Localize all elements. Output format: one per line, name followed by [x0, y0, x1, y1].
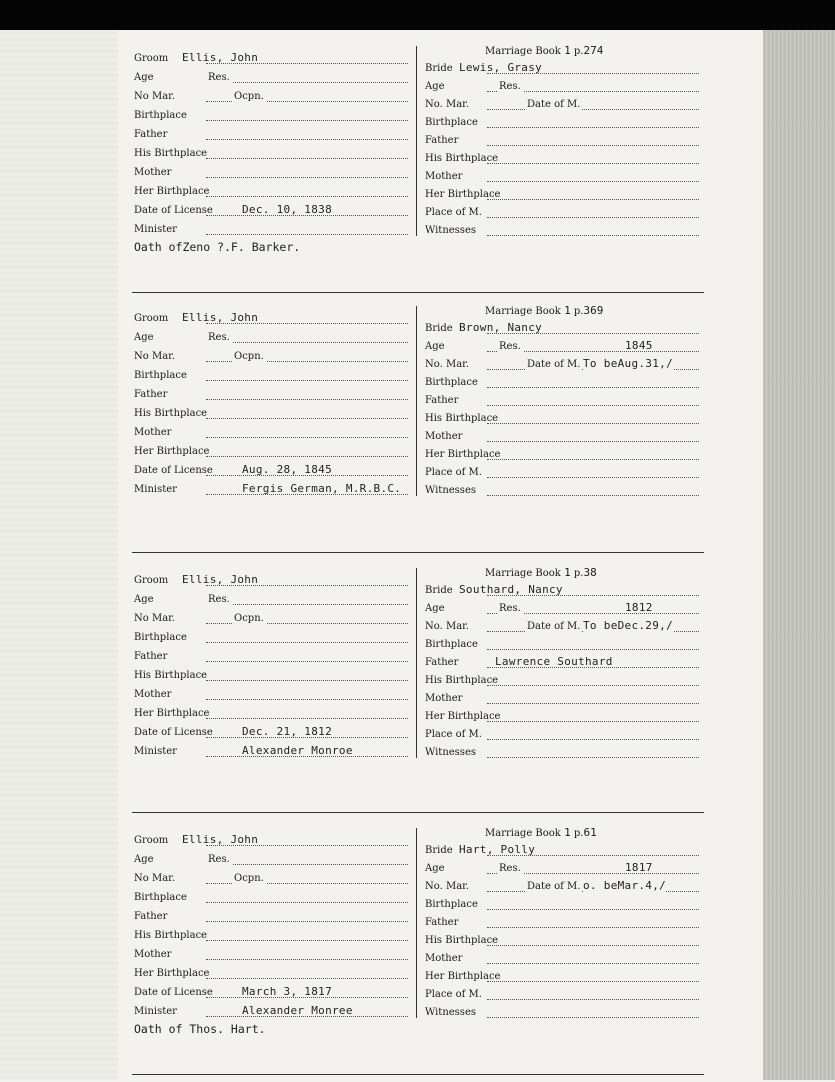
bride-field-label: His Birthplace — [425, 675, 499, 686]
groom-field-value: Dec. 21, 1812 — [242, 725, 332, 738]
groom-field-value: Fergis German, M.R.B.C. — [242, 482, 402, 495]
groom-field-value: Ellis, John — [182, 833, 259, 846]
scan-top-border — [0, 0, 835, 30]
marriage-book-ref — [485, 44, 603, 57]
page-number: 274 — [583, 44, 604, 57]
fill-line — [487, 181, 699, 182]
groom-field-label-secondary: Ocpn. — [234, 351, 264, 362]
page-label: p. — [573, 306, 584, 317]
bride-field-label: Mother — [425, 431, 463, 442]
fill-line — [487, 145, 699, 146]
groom-field-label: His Birthplace — [134, 670, 208, 681]
groom-field-value: Alexander Monroe — [242, 744, 353, 757]
bride-field-label: Mother — [425, 171, 463, 182]
bride-field-label: Birthplace — [425, 117, 478, 128]
page-number: 38 — [583, 566, 597, 579]
groom-field-value: March 3, 1817 — [242, 985, 332, 998]
groom-field-label: His Birthplace — [134, 930, 208, 941]
groom-field-label: Groom — [134, 835, 169, 846]
bride-field-label: Bride — [425, 323, 453, 334]
fill-line — [487, 441, 699, 442]
fill-line — [206, 940, 408, 941]
bride-res-label: Res. — [499, 863, 521, 874]
fill-line — [206, 158, 408, 159]
fill-line — [206, 418, 408, 419]
marriage-book-number: 1 — [564, 566, 571, 579]
fill-line — [487, 927, 699, 928]
bride-res-label: Res. — [499, 603, 521, 614]
oath-note: Oath of Thos. Hart. — [134, 1022, 266, 1036]
column-divider — [416, 568, 417, 758]
fill-line — [206, 978, 408, 979]
bride-field-label: No. Mar. — [425, 359, 470, 370]
bride-field-value: To beAug.31,/ — [583, 357, 673, 370]
bride-field-label: Father — [425, 135, 459, 146]
fill-line — [206, 120, 408, 121]
date-of-m-label: Date of M. — [527, 99, 581, 110]
page-label: p. — [573, 46, 584, 57]
bride-field-label: Birthplace — [425, 377, 478, 388]
bride-field-label: His Birthplace — [425, 413, 499, 424]
oath-note: Oath ofZeno ?.F. Barker. — [134, 240, 301, 254]
groom-field-label: Age — [134, 594, 154, 605]
groom-field-label: Date of License — [134, 205, 213, 216]
bride-field-label: Place of M. — [425, 207, 482, 218]
bride-field-value: Lawrence Southard — [495, 655, 613, 668]
bride-field-label: Birthplace — [425, 899, 478, 910]
groom-field-label: Age — [134, 332, 154, 343]
groom-field-label: Her Birthplace — [134, 708, 210, 719]
page-number: 369 — [583, 304, 604, 317]
bride-field-label: Age — [425, 81, 445, 92]
groom-field-label-secondary: Ocpn. — [234, 873, 264, 884]
groom-field-label: Birthplace — [134, 632, 187, 643]
bride-field-label: Age — [425, 863, 445, 874]
fill-line — [487, 477, 699, 478]
fill-line — [206, 718, 408, 719]
groom-field-label-secondary: Res. — [208, 594, 230, 605]
card-separator — [132, 812, 704, 813]
fill-line — [206, 437, 408, 438]
bride-field-label: No. Mar. — [425, 99, 470, 110]
fill-line — [206, 864, 408, 865]
fill-line — [487, 387, 699, 388]
bride-res-label: Res. — [499, 81, 521, 92]
groom-field-value: Alexander Monree — [242, 1004, 353, 1017]
groom-field-label: Minister — [134, 224, 177, 235]
date-of-m-label: Date of M. — [527, 359, 581, 370]
date-of-m-label: Date of M. — [527, 621, 581, 632]
marriage-book-label: Marriage Book — [485, 568, 561, 579]
groom-field-label: Her Birthplace — [134, 186, 210, 197]
bride-field-label: Age — [425, 603, 445, 614]
bride-res-label: Res. — [499, 341, 521, 352]
column-divider — [416, 306, 417, 496]
marriage-book-number: 1 — [564, 44, 571, 57]
groom-field-label: His Birthplace — [134, 408, 208, 419]
groom-field-label: Father — [134, 651, 168, 662]
fill-line — [206, 604, 408, 605]
marriage-record-card — [120, 822, 710, 1082]
bride-field-label: Birthplace — [425, 639, 478, 650]
bride-field-label: No. Mar. — [425, 881, 470, 892]
fill-line — [206, 177, 408, 178]
date-of-m-label: Date of M. — [527, 881, 581, 892]
groom-field-label: Minister — [134, 484, 177, 495]
column-divider — [416, 828, 417, 1018]
fill-line — [206, 139, 408, 140]
fill-line — [487, 963, 699, 964]
fill-line — [206, 234, 408, 235]
bride-field-label: Father — [425, 395, 459, 406]
fill-line — [206, 82, 408, 83]
fill-line — [206, 699, 408, 700]
bride-field-label: Witnesses — [425, 747, 476, 758]
fill-line — [487, 649, 699, 650]
bride-field-label: Her Birthplace — [425, 711, 501, 722]
bride-field-value: o. beMar.4,/ — [583, 879, 667, 892]
bride-field-label: Place of M. — [425, 467, 482, 478]
column-divider — [416, 46, 417, 236]
fill-line — [487, 495, 699, 496]
groom-field-label: Father — [134, 911, 168, 922]
groom-field-label-secondary: Res. — [208, 332, 230, 343]
fill-line — [487, 945, 699, 946]
groom-field-label: Groom — [134, 313, 169, 324]
marriage-book-label: Marriage Book — [485, 46, 561, 57]
bride-field-value: 1845 — [625, 339, 653, 352]
fill-line — [487, 757, 699, 758]
fill-line — [487, 235, 699, 236]
fill-line — [206, 921, 408, 922]
groom-field-label-secondary: Ocpn. — [234, 91, 264, 102]
fill-line — [487, 127, 699, 128]
bride-field-label: Witnesses — [425, 485, 476, 496]
bride-field-label: His Birthplace — [425, 935, 499, 946]
page-number: 61 — [583, 826, 597, 839]
bride-field-label: Bride — [425, 585, 453, 596]
bride-field-label: No. Mar. — [425, 621, 470, 632]
card-separator — [132, 552, 704, 553]
groom-field-label: Mother — [134, 949, 172, 960]
bride-field-label: Father — [425, 657, 459, 668]
fill-line — [206, 456, 408, 457]
groom-field-label: Mother — [134, 427, 172, 438]
bride-field-label: Bride — [425, 63, 453, 74]
fill-line — [206, 380, 408, 381]
groom-field-label: Birthplace — [134, 892, 187, 903]
scan-right-border — [763, 30, 835, 1080]
groom-field-label: Father — [134, 389, 168, 400]
groom-field-label: Date of License — [134, 727, 213, 738]
fill-line — [487, 981, 699, 982]
groom-field-value: Aug. 28, 1845 — [242, 463, 332, 476]
card-separator — [132, 292, 704, 293]
bride-field-value: Lewis, Grasy — [459, 61, 543, 74]
card-separator — [132, 1074, 704, 1075]
marriage-book-number: 1 — [564, 826, 571, 839]
bride-field-label: Age — [425, 341, 445, 352]
groom-field-label: Groom — [134, 53, 169, 64]
groom-field-label: Mother — [134, 167, 172, 178]
groom-field-label: Age — [134, 854, 154, 865]
fill-line — [487, 217, 699, 218]
marriage-record-card — [120, 300, 710, 560]
fill-line — [487, 703, 699, 704]
groom-field-label-secondary: Ocpn. — [234, 613, 264, 624]
groom-field-label: Minister — [134, 1006, 177, 1017]
fill-line — [487, 721, 699, 722]
fill-line — [206, 642, 408, 643]
fill-line — [487, 685, 699, 686]
groom-field-label-secondary: Res. — [208, 854, 230, 865]
fill-line — [206, 342, 408, 343]
groom-field-label: Father — [134, 129, 168, 140]
bride-field-label: Mother — [425, 953, 463, 964]
marriage-book-ref — [485, 304, 603, 317]
page-label: p. — [573, 568, 584, 579]
bride-field-label: His Birthplace — [425, 153, 499, 164]
bride-field-value: Hart, Polly — [459, 843, 536, 856]
fill-line — [206, 959, 408, 960]
bride-field-label: Her Birthplace — [425, 449, 501, 460]
bride-field-label: Witnesses — [425, 225, 476, 236]
marriage-book-number: 1 — [564, 304, 571, 317]
bride-field-label: Place of M. — [425, 729, 482, 740]
fill-line — [206, 399, 408, 400]
page-label: p. — [573, 828, 584, 839]
bride-field-label: Place of M. — [425, 989, 482, 1000]
fill-line — [487, 199, 699, 200]
marriage-record-card — [120, 40, 710, 300]
fill-line — [487, 405, 699, 406]
groom-field-value: Ellis, John — [182, 311, 259, 324]
bride-field-label: Bride — [425, 845, 453, 856]
groom-field-label: Birthplace — [134, 110, 187, 121]
groom-field-label: Date of License — [134, 465, 213, 476]
marriage-book-label: Marriage Book — [485, 306, 561, 317]
fill-line — [487, 999, 699, 1000]
marriage-record-card — [120, 562, 710, 822]
marriage-book-ref — [485, 826, 597, 839]
groom-field-label: Her Birthplace — [134, 446, 210, 457]
bride-field-label: Witnesses — [425, 1007, 476, 1018]
bride-field-value: 1817 — [625, 861, 653, 874]
bride-field-label: Father — [425, 917, 459, 928]
groom-field-label: Groom — [134, 575, 169, 586]
groom-field-label: Minister — [134, 746, 177, 757]
groom-field-label: Date of License — [134, 987, 213, 998]
scan-left-margin — [0, 30, 118, 1080]
fill-line — [487, 163, 699, 164]
bride-field-label: Mother — [425, 693, 463, 704]
groom-field-label-secondary: Res. — [208, 72, 230, 83]
fill-line — [206, 196, 408, 197]
groom-field-label: Birthplace — [134, 370, 187, 381]
groom-field-value: Dec. 10, 1838 — [242, 203, 332, 216]
fill-line — [206, 661, 408, 662]
bride-field-value: Southard, Nancy — [459, 583, 563, 596]
fill-line — [487, 423, 699, 424]
marriage-book-label: Marriage Book — [485, 828, 561, 839]
fill-line — [206, 680, 408, 681]
fill-line — [487, 909, 699, 910]
fill-line — [487, 459, 699, 460]
groom-field-label: No Mar. — [134, 351, 176, 362]
bride-field-label: Her Birthplace — [425, 971, 501, 982]
groom-field-label: Age — [134, 72, 154, 83]
marriage-book-ref — [485, 566, 597, 579]
fill-line — [487, 1017, 699, 1018]
groom-field-label: Her Birthplace — [134, 968, 210, 979]
groom-field-label: No Mar. — [134, 91, 176, 102]
fill-line — [487, 739, 699, 740]
groom-field-value: Ellis, John — [182, 51, 259, 64]
groom-field-label: No Mar. — [134, 873, 176, 884]
groom-field-label: Mother — [134, 689, 172, 700]
fill-line — [206, 902, 408, 903]
bride-field-value: 1812 — [625, 601, 653, 614]
bride-field-value: To beDec.29,/ — [583, 619, 673, 632]
groom-field-label: No Mar. — [134, 613, 176, 624]
groom-field-value: Ellis, John — [182, 573, 259, 586]
groom-field-label: His Birthplace — [134, 148, 208, 159]
bride-field-value: Brown, Nancy — [459, 321, 543, 334]
fill-line — [487, 109, 699, 110]
bride-field-label: Her Birthplace — [425, 189, 501, 200]
